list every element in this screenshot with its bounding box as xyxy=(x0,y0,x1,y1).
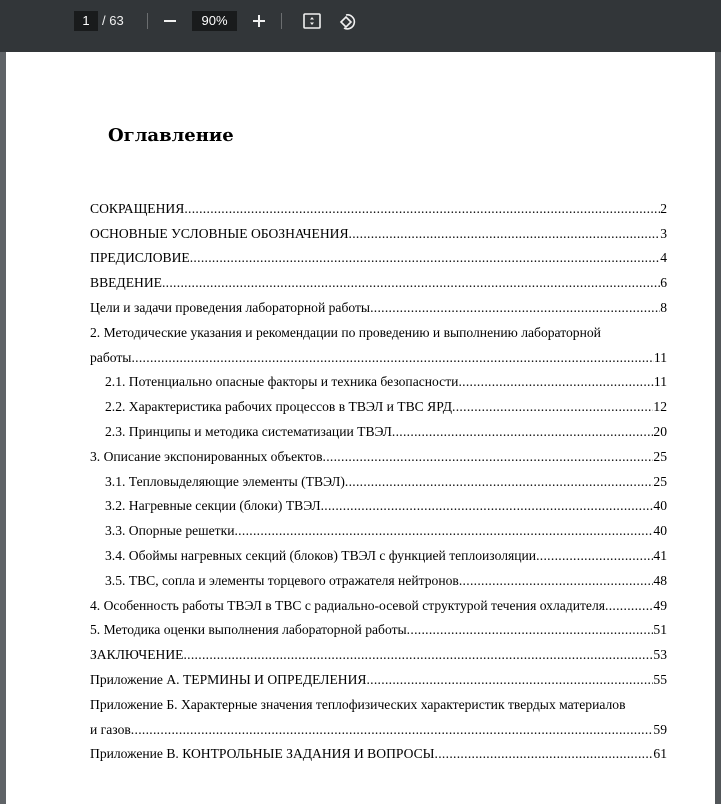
dot-leader xyxy=(162,275,660,291)
toc-page-number: 55 xyxy=(653,671,667,687)
toc-entry-text: работы xyxy=(90,349,132,365)
toc-entry-text: СОКРАЩЕНИЯ xyxy=(90,200,185,216)
dot-leader xyxy=(184,201,660,217)
toc-entry-text: Приложение В. КОНТРОЛЬНЫЕ ЗАДАНИЯ И ВОПРОСЫ xyxy=(90,746,435,762)
dot-leader xyxy=(435,746,654,762)
page-total: / 63 xyxy=(102,13,124,28)
toc-entry[interactable] xyxy=(90,440,667,465)
toc-entry-text: ЗАКЛЮЧЕНИЕ xyxy=(90,647,184,663)
dot-leader xyxy=(459,573,654,589)
toc-entry[interactable] xyxy=(90,415,667,440)
toc-entry[interactable] xyxy=(90,564,667,589)
zoom-level-input[interactable]: 90% xyxy=(192,11,237,31)
dot-leader xyxy=(323,449,654,465)
dot-leader xyxy=(349,226,661,242)
page-number-input[interactable]: 1 xyxy=(74,11,98,31)
toc-entry-text: 3.5. ТВС, сопла и элементы торцевого отражателя нейтронов xyxy=(105,572,459,588)
toc-page-number: 41 xyxy=(653,547,667,563)
toc-entry[interactable] xyxy=(90,663,667,688)
toc-entry-text: Приложение А. ТЕРМИНЫ И ОПРЕДЕЛЕНИЯ xyxy=(90,671,367,687)
toc-entry[interactable] xyxy=(90,366,667,391)
toc-page-number: 51 xyxy=(653,622,667,638)
toc-page-number: 40 xyxy=(653,498,667,514)
dot-leader xyxy=(605,598,653,614)
table-of-contents xyxy=(90,192,667,762)
dot-leader xyxy=(190,250,660,266)
toc-page-number: 6 xyxy=(660,275,667,291)
toc-entry-text: 2.2. Характеристика рабочих процессов в ТВЭЛ и ТВС ЯРД xyxy=(105,399,453,415)
toc-page-number: 25 xyxy=(653,448,667,464)
toc-entry-text: Цели и задачи проведения лабораторной работы xyxy=(90,299,371,315)
toc-entry-text: 5. Методика оценки выполнения лабораторной работы xyxy=(90,622,407,638)
toc-page-number: 59 xyxy=(653,721,667,737)
toc-page-number: 49 xyxy=(653,597,667,613)
toc-entry[interactable] xyxy=(90,192,667,217)
toc-page-number: 11 xyxy=(653,349,667,365)
dot-leader xyxy=(321,498,654,514)
rotate-icon[interactable] xyxy=(336,10,358,32)
toc-entry[interactable] xyxy=(90,266,667,291)
toc-entry-text: 2.1. Потенциально опасные факторы и техника безопасности xyxy=(105,374,459,390)
toc-page-number: 3 xyxy=(660,225,667,241)
toc-entry[interactable] xyxy=(90,539,667,564)
toc-page-number: 48 xyxy=(653,572,667,588)
pdf-page xyxy=(6,52,715,804)
toc-page-number: 8 xyxy=(660,299,667,315)
toc-entry-text: и газов xyxy=(90,721,131,737)
toc-entry[interactable] xyxy=(90,217,667,242)
divider xyxy=(147,13,148,29)
toc-entry[interactable] xyxy=(90,490,667,515)
toc-page-number: 11 xyxy=(653,374,667,390)
dot-leader xyxy=(452,399,653,415)
zoom-in-icon[interactable] xyxy=(248,10,270,32)
toc-entry[interactable] xyxy=(90,341,667,366)
toc-entry-text: 3.1. Тепловыделяющие элементы (ТВЭЛ) xyxy=(105,473,345,489)
toc-page-number: 61 xyxy=(653,746,667,762)
toc-entry[interactable] xyxy=(90,242,667,267)
dot-leader xyxy=(234,523,653,539)
toc-entry-text: 4. Особенность работы ТВЭЛ в ТВС с радиально-осевой структурой течения охладителя xyxy=(90,597,606,613)
toc-entry[interactable] xyxy=(90,514,667,539)
zoom-out-icon[interactable] xyxy=(159,10,181,32)
dot-leader xyxy=(345,474,654,490)
toc-page-number: 12 xyxy=(653,399,667,415)
toc-entry[interactable] xyxy=(90,291,667,316)
dot-leader xyxy=(131,722,654,738)
dot-leader xyxy=(366,672,653,688)
pdf-toolbar xyxy=(0,0,721,52)
toc-entry-text: 2.3. Принципы и методика систематизации ТВЭЛ xyxy=(105,423,392,439)
toc-page-number: 25 xyxy=(653,473,667,489)
dot-leader xyxy=(392,424,654,440)
dot-leader xyxy=(458,374,653,390)
toc-entry[interactable] xyxy=(90,465,667,490)
toc-page-number: 2 xyxy=(660,200,667,216)
toc-page-number: 4 xyxy=(660,250,667,266)
dot-leader xyxy=(131,350,653,366)
toc-page-number: 20 xyxy=(653,423,667,439)
dot-leader xyxy=(407,622,654,638)
divider xyxy=(281,13,282,29)
fit-page-icon[interactable] xyxy=(301,10,323,32)
toc-entry[interactable] xyxy=(90,589,667,614)
toc-entry-text: ПРЕДИСЛОВИЕ xyxy=(90,250,190,266)
toc-entry-text: 3.3. Опорные решетки xyxy=(105,523,235,539)
toc-entry[interactable] xyxy=(90,638,667,663)
toc-entry-text: ОСНОВНЫЕ УСЛОВНЫЕ ОБОЗНАЧЕНИЯ xyxy=(90,225,349,241)
toc-entry[interactable] xyxy=(90,713,667,738)
toc-entry[interactable] xyxy=(90,390,667,415)
toc-page-number: 53 xyxy=(653,647,667,663)
toc-page-number: 40 xyxy=(653,523,667,539)
dot-leader xyxy=(183,647,653,663)
toc-entry[interactable] xyxy=(90,688,667,713)
dot-leader xyxy=(370,300,660,316)
toc-entry-text: 2. Методические указания и рекомендации по проведению и выполнению лабораторной xyxy=(90,324,601,340)
toc-entry-text: Приложение Б. Характерные значения теплофизических характеристик твердых материалов xyxy=(90,696,626,712)
toc-entry-text: ВВЕДЕНИЕ xyxy=(90,275,162,291)
toc-entry[interactable] xyxy=(90,614,667,639)
toc-entry-text: 3.2. Нагревные секции (блоки) ТВЭЛ xyxy=(105,498,321,514)
page-title: Оглавление xyxy=(108,125,234,146)
toc-entry-text: 3. Описание экспонированных объектов xyxy=(90,448,323,464)
toc-entry-text: 3.4. Обоймы нагревных секций (блоков) ТВЭЛ с функцией теплоизоляции xyxy=(105,547,537,563)
dot-leader xyxy=(536,548,653,564)
toc-entry[interactable] xyxy=(90,738,667,763)
toc-entry[interactable] xyxy=(90,316,667,341)
